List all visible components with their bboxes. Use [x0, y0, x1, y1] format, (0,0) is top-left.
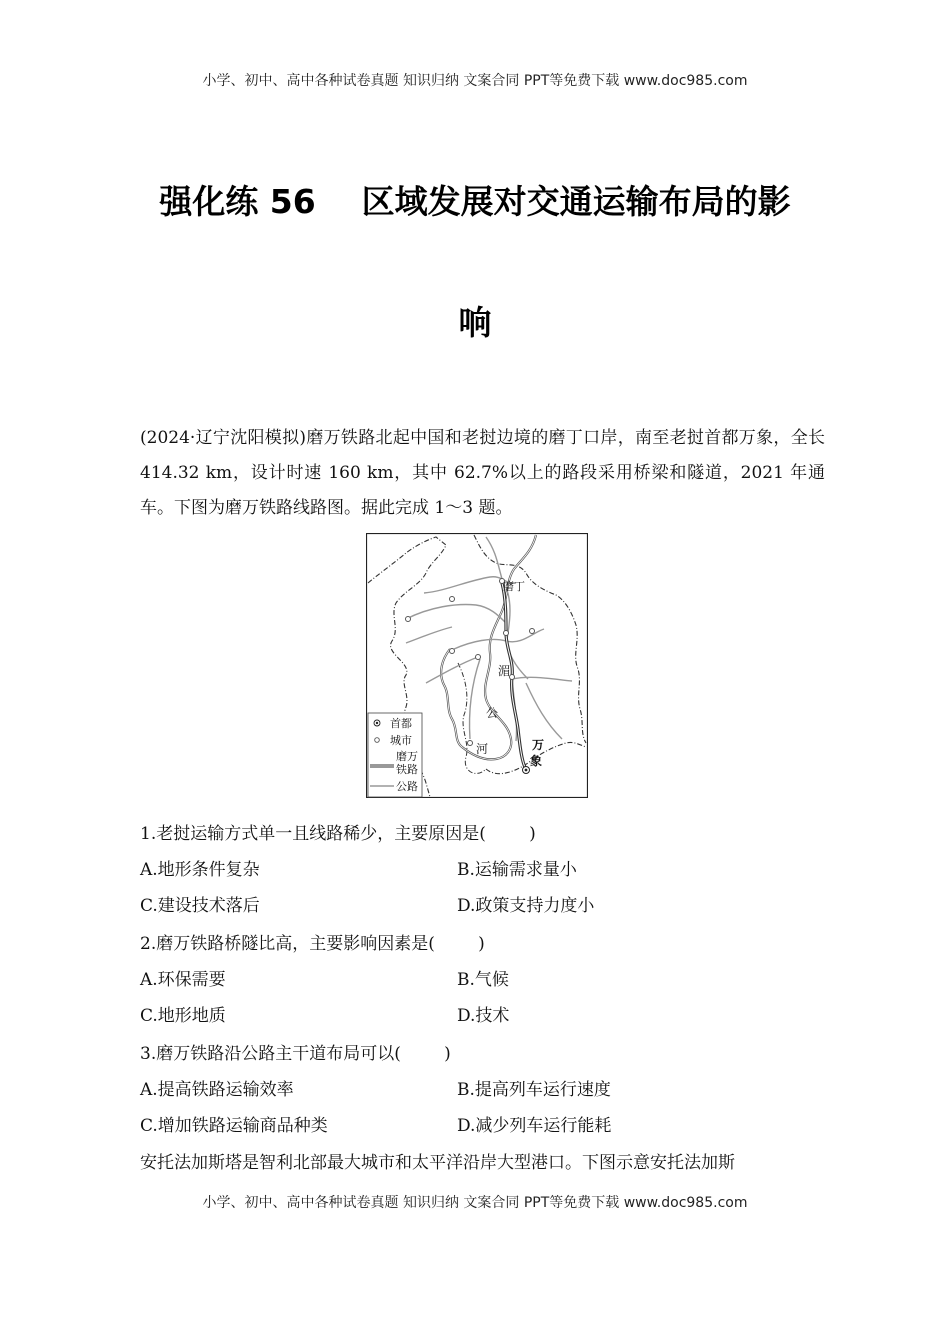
- page-title-line2: 响: [458, 303, 492, 342]
- page-header: 小学、初中、高中各种试卷真题 知识归纳 文案合同 PPT等免费下载 www.doc985.com: [202, 73, 748, 89]
- legend-capital: 首都: [390, 717, 412, 730]
- city-marker: [504, 631, 509, 636]
- label-mekong-2: 公: [486, 706, 499, 720]
- question-2-option-a: A.环保需要: [140, 970, 226, 990]
- question-3-option-a: A.提高铁路运输效率: [140, 1080, 294, 1100]
- question-1-stem: 1.老挝运输方式单一且线路稀少，主要原因是( ): [140, 824, 536, 844]
- city-marker: [530, 629, 535, 634]
- legend-road: 公路: [396, 780, 418, 793]
- map-legend: [368, 713, 422, 797]
- page-title-line1: 强化练 56 区域发展对交通运输布局的影: [159, 182, 791, 221]
- question-2-stem: 2.磨万铁路桥隧比高，主要影响因素是( ): [140, 934, 485, 954]
- city-marker: [510, 675, 515, 680]
- label-vientiane-2: 象: [530, 754, 543, 768]
- question-3-option-c: C.增加铁路运输商品种类: [140, 1116, 328, 1136]
- question-1-option-c: C.建设技术落后: [140, 896, 260, 916]
- question-3-option-b: B.提高列车运行速度: [457, 1080, 611, 1100]
- label-vientiane-1: 万: [532, 738, 545, 752]
- question-3-option-d: D.减少列车运行能耗: [457, 1116, 612, 1136]
- railway-map: [366, 533, 588, 798]
- question-2-option-b: B.气候: [457, 970, 509, 990]
- question-2-option-d: D.技术: [457, 1006, 510, 1026]
- label-mekong-1: 湄: [498, 664, 511, 678]
- next-passage-intro: 安托法加斯塔是智利北部最大城市和太平洋沿岸大型港口。下图示意安托法加斯: [140, 1153, 735, 1173]
- legend-city: 城市: [390, 734, 412, 747]
- question-3-stem: 3.磨万铁路沿公路主干道布局可以( ): [140, 1044, 451, 1064]
- city-marker: [476, 655, 481, 660]
- city-marker: [450, 649, 455, 654]
- question-2-option-c: C.地形地质: [140, 1006, 226, 1026]
- question-1-option-d: D.政策支持力度小: [457, 896, 595, 916]
- intro-paragraph: (2024·辽宁沈阳模拟)磨万铁路北起中国和老挝边境的磨丁口岸，南至老挝首都万象，全长 414.32 km，设计时速 160 km，其中 62.7%以上的路段采用桥梁和隧道，2021 年通车。下图为磨万铁路线路图。据此完成 1～3 题。: [140, 428, 825, 518]
- page-footer: 小学、初中、高中各种试卷真题 知识归纳 文案合同 PPT等免费下载 www.doc985.com: [202, 1195, 748, 1211]
- legend-railway-2: 铁路: [396, 763, 418, 776]
- legend-railway-1: 磨万: [396, 750, 418, 763]
- question-1-option-b: B.运输需求量小: [457, 860, 577, 880]
- city-marker: [468, 741, 473, 746]
- label-mekong-3: 河: [476, 742, 489, 756]
- label-moding: 磨丁: [503, 580, 525, 593]
- legend-city-icon: [375, 738, 380, 743]
- city-marker: [406, 617, 411, 622]
- city-marker: [450, 597, 455, 602]
- question-1-option-a: A.地形条件复杂: [140, 860, 260, 880]
